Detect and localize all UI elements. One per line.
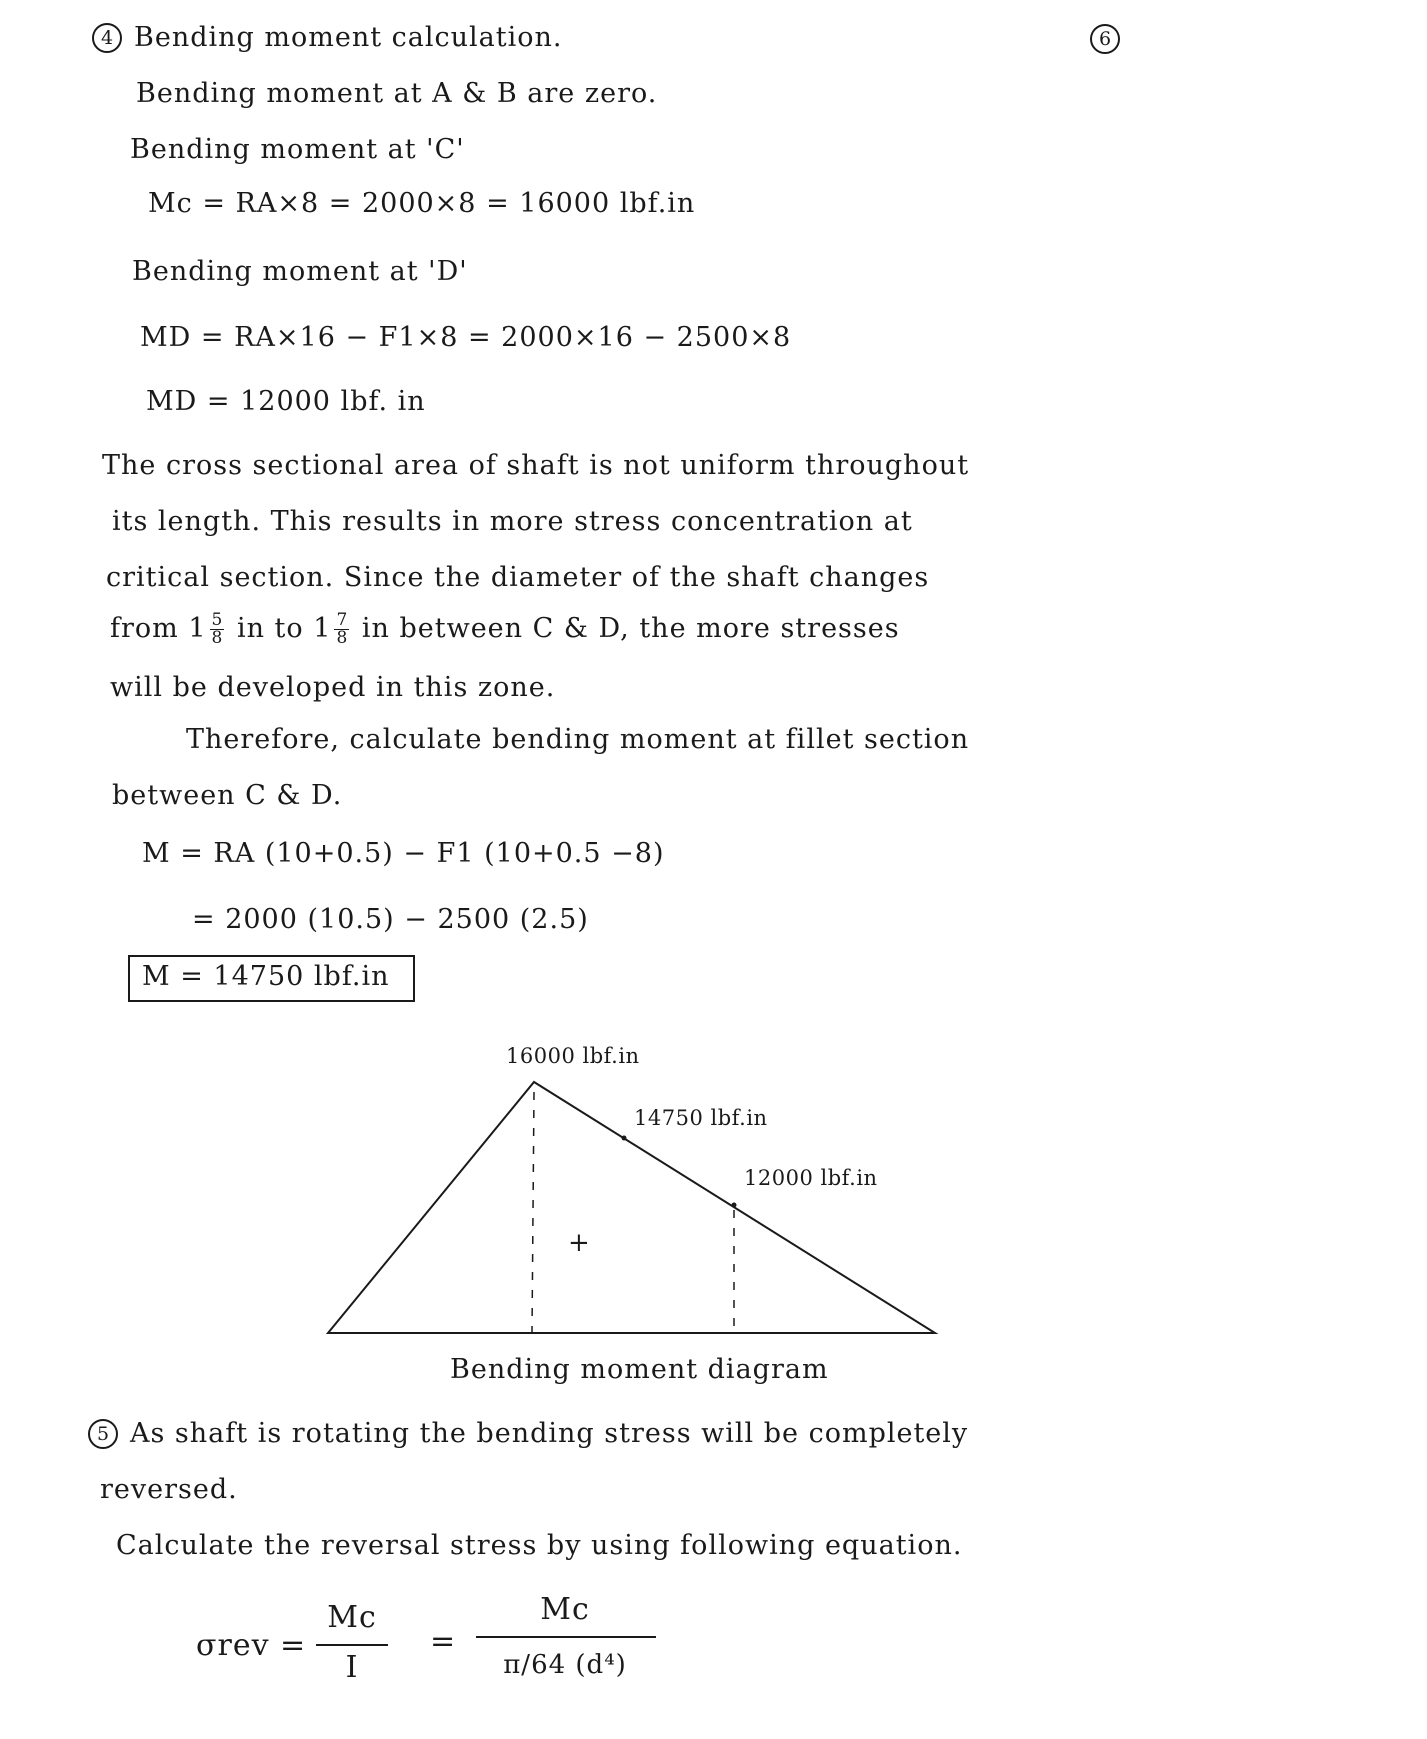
step4-marker: 4 (92, 23, 122, 53)
positive-sign: + (568, 1228, 591, 1258)
step5-marker: 5 (88, 1419, 118, 1449)
eq-m3-boxed: M = 14750 lbf.in (128, 955, 415, 1002)
frac2-bar (476, 1636, 656, 1638)
frac2-denominator: π/64 (d⁴) (503, 1650, 627, 1680)
label-peak-moment: 16000 lbf.in (506, 1044, 640, 1068)
line-d-intro: Bending moment at 'D' (132, 256, 468, 287)
fillet-point-marker (622, 1136, 627, 1141)
label-fillet-moment: 14750 lbf.in (634, 1106, 768, 1130)
para-line-2: its length. This results in more stress concentration at (112, 506, 913, 537)
frac1-num: 5 (211, 610, 223, 630)
step5-line-1-text: As shaft is rotating the bending stress will be completely (130, 1418, 969, 1449)
point-d-marker (732, 1203, 737, 1208)
line-c-intro: Bending moment at 'C' (130, 134, 465, 165)
equals-sign: = (430, 1624, 457, 1659)
frac2-numerator: Mc (540, 1592, 590, 1627)
frac2-den: 8 (336, 628, 348, 648)
para-line-6: Therefore, calculate bending moment at fillet section (186, 724, 970, 755)
frac1-bar (316, 1644, 388, 1646)
label-d-moment: 12000 lbf.in (744, 1166, 878, 1190)
frac2-num: 7 (336, 610, 348, 630)
para-line-4-a: from 1 (110, 613, 207, 644)
eq-md2: MD = 12000 lbf. in (146, 386, 426, 417)
para-line-5: will be developed in this zone. (110, 672, 556, 703)
frac1-den: 8 (211, 628, 223, 648)
step5-line-1 (88, 1418, 968, 1449)
step5-line-3: Calculate the reversal stress by using following equation. (116, 1530, 963, 1561)
step5-line-2: reversed. (100, 1474, 238, 1505)
para-line-3: critical section. Since the diameter of the shaft changes (106, 562, 930, 593)
para-line-4-b: in to 1 (236, 613, 332, 644)
eq-m2: = 2000 (10.5) − 2500 (2.5) (192, 904, 589, 935)
dashed-line-c (532, 1092, 534, 1333)
para-line-4-c: in between C & D, the more stresses (361, 613, 900, 644)
step4-title: Bending moment calculation. (134, 22, 563, 53)
page-number: 6 (1090, 24, 1120, 54)
frac1-denominator: I (345, 1650, 359, 1685)
eq-mc: Mc = RA×8 = 2000×8 = 16000 lbf.in (148, 188, 696, 219)
line-ab: Bending moment at A & B are zero. (136, 78, 658, 109)
para-line-7: between C & D. (112, 780, 343, 811)
diagram-caption: Bending moment diagram (450, 1354, 829, 1385)
frac1-numerator: Mc (327, 1600, 377, 1635)
moment-triangle (328, 1082, 935, 1333)
para-line-1: The cross sectional area of shaft is not uniform throughout (102, 450, 970, 481)
sigma-rev-lhs: σrev = (196, 1628, 307, 1663)
eq-m1: M = RA (10+0.5) − F1 (10+0.5 −8) (142, 838, 665, 869)
eq-md1: MD = RA×16 − F1×8 = 2000×16 − 2500×8 (140, 322, 792, 353)
